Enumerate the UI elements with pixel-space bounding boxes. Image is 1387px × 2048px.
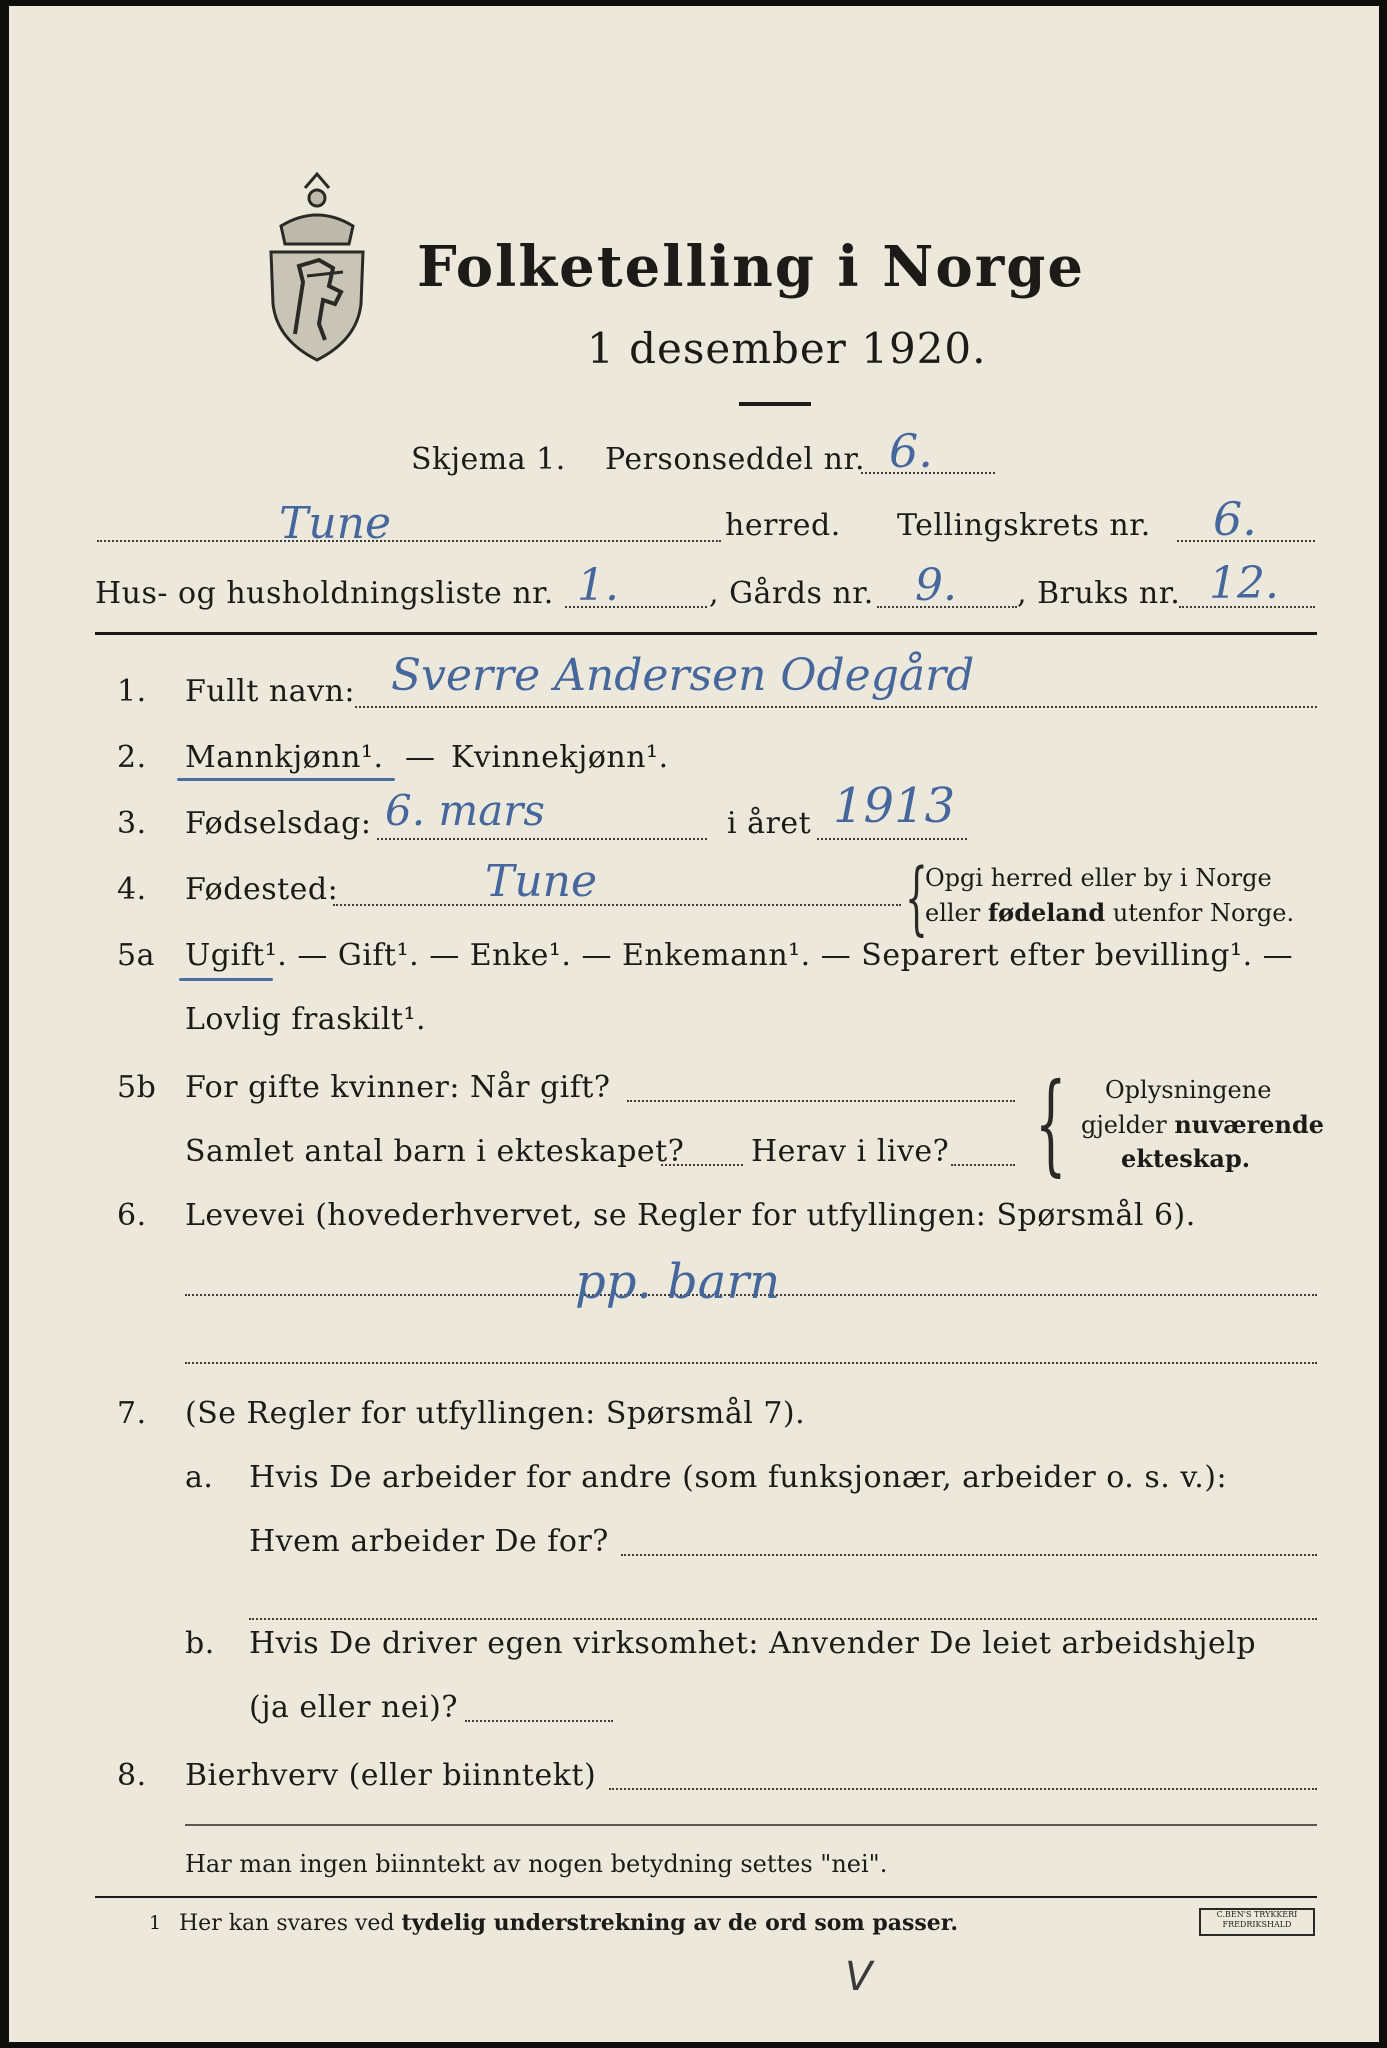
husliste-value[interactable]: 1. [577,560,619,611]
q5a-options-cont[interactable]: Lovlig fraskilt¹. [185,1002,427,1037]
gards-value[interactable]: 9. [915,560,957,611]
q7a-letter: a. [185,1460,214,1495]
coat-of-arms-icon [261,164,373,364]
herred-value[interactable]: Tune [279,498,392,549]
printer-stamp-line1: C.BEN'S TRYKKERI [1216,1910,1298,1919]
q5b-note-line2: gjelder nuværende [1081,1110,1325,1139]
bruks-value[interactable]: 12. [1209,558,1279,609]
q5b-number: 5b [117,1070,157,1105]
q5b-alive-line [951,1164,1015,1166]
q5b-children-label: Samlet antal barn i ekteskapet? [185,1134,685,1169]
q1-name-value[interactable]: Sverre Andersen Odegård [391,650,975,701]
q1-label: Fullt navn: [185,674,356,709]
tellingskrets-value[interactable]: 6. [1213,492,1257,546]
q6-number: 6. [117,1198,147,1233]
q4-number: 4. [117,872,147,907]
q5b-note-line1: Oplysningene [1105,1076,1272,1104]
footer-rule [185,1824,1317,1826]
q4-birthplace-value[interactable]: Tune [485,856,598,907]
personseddel-label: Personseddel nr. [605,442,866,477]
tellingskrets-label: Tellingskrets nr. [897,508,1151,543]
q5b-note-line3: ekteskap. [1121,1144,1251,1173]
q3-year-label: i året [727,806,812,841]
personseddel-value[interactable]: 6. [889,424,933,478]
q5b-alive-label: Herav i live? [751,1134,950,1169]
q8-number: 8. [117,1758,147,1793]
q5b-married-line [627,1100,1015,1102]
q7b-text2: (ja eller nei)? [249,1690,458,1725]
q7b-letter: b. [185,1626,215,1661]
q5b-married-label: For gifte kvinner: Når gift? [185,1070,611,1105]
q4-line [333,904,901,906]
footnote-rule [95,1896,1317,1898]
q3-birthdate-value[interactable]: 6. mars [385,786,545,835]
q3-year-line [817,838,967,840]
schema-label: Skjema 1. [411,442,566,477]
gards-label: , Gårds nr. [709,576,874,611]
title-divider [739,402,811,406]
husliste-label: Hus- og husholdningsliste nr. [95,576,554,611]
q4-note-line2: eller fødeland utenfor Norge. [925,898,1295,927]
herred-label: herred. [725,508,841,543]
q2-male-underline [177,778,395,781]
q7-label: (Se Regler for utfyllingen: Spørsmål 7). [185,1396,806,1431]
q5a-ugift-underline [179,978,273,981]
q8-line [609,1788,1317,1790]
q7b-line [465,1720,613,1722]
q2-male-option[interactable]: Mannkjønn¹. [185,740,384,775]
herred-line [97,540,721,542]
q2-separator: — [405,740,436,775]
q1-line [355,706,1317,708]
q7a-text: Hvis De arbeider for andre (som funksjonær, arbeider o. s. v.): [249,1460,1228,1495]
footnote-number: 1 [149,1912,162,1934]
q4-brace: { [905,851,928,944]
q5b-children-line [661,1164,743,1166]
check-mark: V [845,1954,873,2000]
q8-label: Bierhverv (eller biinntekt) [185,1758,597,1793]
printer-stamp-line2: FREDRIKSHALD [1222,1920,1292,1929]
q3-number: 3. [117,806,147,841]
q5a-options[interactable]: Ugift¹. — Gift¹. — Enke¹. — Enkemann¹. — Separert efter bevilling¹. — [185,938,1294,973]
q7-number: 7. [117,1396,147,1431]
census-date: 1 desember 1920. [587,324,987,373]
q6-occupation-value[interactable]: pp. barn [575,1254,781,1310]
q2-number: 2. [117,740,147,775]
q6-label: Levevei (hovederhvervet, se Regler for utfyllingen: Spørsmål 6). [185,1198,1196,1233]
q7a-line1 [621,1554,1317,1556]
q5b-brace: { [1035,1059,1067,1187]
footer-note: Har man ingen biinntekt av nogen betydning settes "nei". [185,1850,888,1878]
q7a-line2 [249,1618,1317,1620]
printer-stamp [1199,1908,1315,1936]
q2-female-option[interactable]: Kvinnekjønn¹. [451,740,669,775]
bruks-label: , Bruks nr. [1017,576,1181,611]
footnote-text: Her kan svares ved tydelig understrekning av de ord som passer. [179,1910,959,1936]
q3-date-line [377,838,707,840]
q4-note-line1: Opgi herred eller by i Norge [925,864,1272,892]
q7b-text: Hvis De driver egen virksomhet: Anvender De leiet arbeidshjelp [249,1626,1257,1661]
q1-number: 1. [117,674,147,709]
q4-label: Fødested: [185,872,339,907]
q5a-number: 5a [117,938,155,973]
q6-line2 [185,1362,1317,1364]
q7a-text2: Hvem arbeider De for? [249,1524,609,1559]
form-title: Folketelling i Norge [417,234,1086,300]
q3-label: Fødselsdag: [185,806,372,841]
census-form [9,6,1379,2042]
q3-year-value[interactable]: 1913 [833,778,956,834]
header-rule [95,632,1317,635]
